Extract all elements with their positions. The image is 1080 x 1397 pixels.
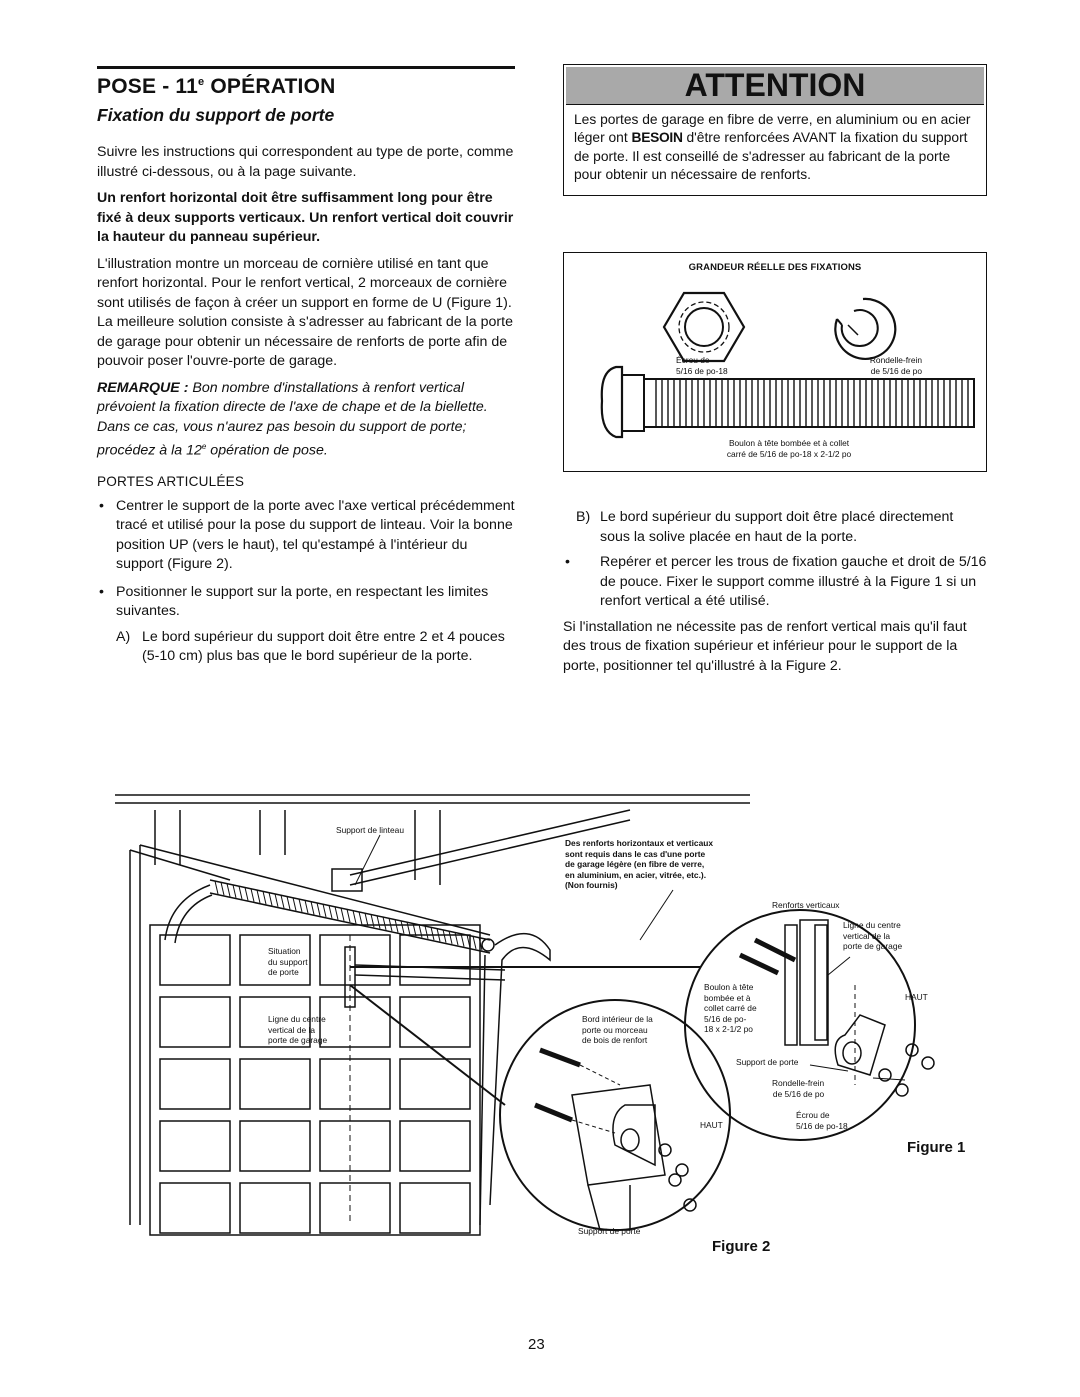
remarque-paragraph: REMARQUE : Bon nombre d'installations à renfort vertical prévoient la fixation directe de l'axe de chape et de la biellette. Dans ce cas, vous n'aurez pas besoin du support de porte; procédez à la 12e opération de pose. [97, 379, 488, 459]
remarque-label: REMARQUE : [97, 379, 189, 396]
final-paragraph: Si l'installation ne nécessite pas de renfort vertical mais qu'il faut des trous de fixation supérieur et inférieur pour le support de la porte, positionner tel qu'illustré à la Figure 2. [563, 618, 967, 674]
title-rule [97, 66, 515, 69]
garage-door-figure [110, 785, 980, 1295]
item-a: A) Le bord supérieur du support doit être entre 2 et 4 pouces (5-10 cm) plus bas que le bord supérieur de la porte. [116, 628, 505, 665]
page-number: 23 [528, 1336, 545, 1353]
lock-washer-icon [835, 299, 895, 359]
fig-label-renforts-verticaux: Renforts verticaux [772, 900, 840, 910]
fig-label-boulon: Boulon à tête bombée et à collet carré de 5/16 de po- 18 x 2-1/2 po [704, 982, 757, 1034]
hex-nut-icon [664, 293, 744, 361]
fig-label-haut-2: HAUT [700, 1120, 723, 1130]
ecrou-label: Écrou de 5/16 de po-18 [676, 355, 728, 376]
fig-label-haut-1: HAUT [905, 992, 928, 1002]
attention-body: Les portes de garage en fibre de verre, en aluminium ou en acier léger ont BESOIN d'être renforcées AVANT la fixation du support de porte. Il est conseillé de s'adresser au fabricant de la porte pour obtenir un nécessaire de renforts. [574, 112, 971, 183]
fig-label-support-porte-2: Support de porte [578, 1226, 641, 1236]
fig-label-support-linteau: Support de linteau [336, 825, 404, 835]
boulon-label: Boulon à tête bombée et à collet carré de 5/16 de po-18 x 2-1/2 po [726, 438, 852, 459]
fasteners-box [563, 252, 987, 472]
fig-label-situation: Situation du support de porte [268, 946, 308, 977]
fig-label-ecrou: Écrou de 5/16 de po-18 [796, 1110, 848, 1131]
attention-header: ATTENTION [566, 67, 984, 105]
fig-label-support-porte-1: Support de porte [736, 1057, 799, 1067]
fig-note-reinforcement: Des renforts horizontaux et verticaux sont requis dans le cas d'une porte de garage légère (en fibre de verre, en aluminium, en acier, vitrée, etc.). (Non fournis) [565, 838, 713, 890]
right-column [563, 508, 987, 676]
portes-articulees-heading: PORTES ARTICULÉES [97, 474, 245, 490]
section-subtitle: Fixation du support de porte [97, 105, 335, 125]
fasteners-title: GRANDEUR RÉELLE DES FIXATIONS [688, 262, 862, 273]
left-column [97, 143, 517, 667]
rondelle-label: Rondelle-frein de 5/16 de po [869, 355, 922, 376]
section-title: POSE - 11e OPÉRATION [97, 75, 336, 98]
fig-label-ligne-centre-right: Ligne du centre vertical de la porte de garage [843, 920, 903, 951]
illustration-paragraph: L'illustration montre un morceau de cornière utilisé en tant que renfort horizontal. Pour le renfort vertical, 2 morceaux de cornière sont utilisés de façon à créer un support en forme de U (Figure 1). La meilleure solution consiste à s'adresser au fabricant de la porte de garage pour obtenir un nécessaire de renforts de porte afin de pouvoir poser l'ouvre-porte de garage. [97, 255, 513, 369]
item-b: B) Le bord supérieur du support doit être placé directement sous la solive placée en haut de la porte. [576, 509, 954, 545]
intro-paragraph: Suivre les instructions qui correspondent au type de porte, comme illustré ci-dessous, ou à la page suivante. [97, 144, 514, 180]
attention-box [563, 64, 987, 196]
fig-label-ligne-centre-left: Ligne du centre vertical de la porte de garage [268, 1014, 328, 1045]
bullet-position-support: • Positionner le support sur la porte, en respectant les limites suivantes. [97, 583, 517, 622]
fig-label-bord-interieur: Bord intérieur de la porte ou morceau de bois de renfort [582, 1014, 653, 1045]
bullet-center-support: • Centrer le support de la porte avec l'axe vertical précédemment tracé et utilisé pour la pose du support de linteau. Voir la bonne position UP (vers le haut), tel qu'estampé à l'intérieur du support (Figure 2). [97, 497, 517, 575]
bullet-drill-holes: • Repérer et percer les trous de fixation gauche et droit de 5/16 de pouce. Fixer le support comme illustré à la Figure 1 si un renfort vertical a été utilisé. [563, 553, 987, 612]
fig-label-rondelle: Rondelle-frein de 5/16 de po [772, 1078, 825, 1099]
figure-2-caption: Figure 2 [712, 1238, 771, 1255]
carriage-bolt-icon [602, 367, 974, 437]
reinforcement-paragraph: Un renfort horizontal doit être suffisamment long pour être fixé à deux supports verticaux. Un renfort vertical doit couvrir la hauteur du panneau supérieur. [97, 190, 514, 245]
figure-1-caption: Figure 1 [907, 1139, 966, 1156]
